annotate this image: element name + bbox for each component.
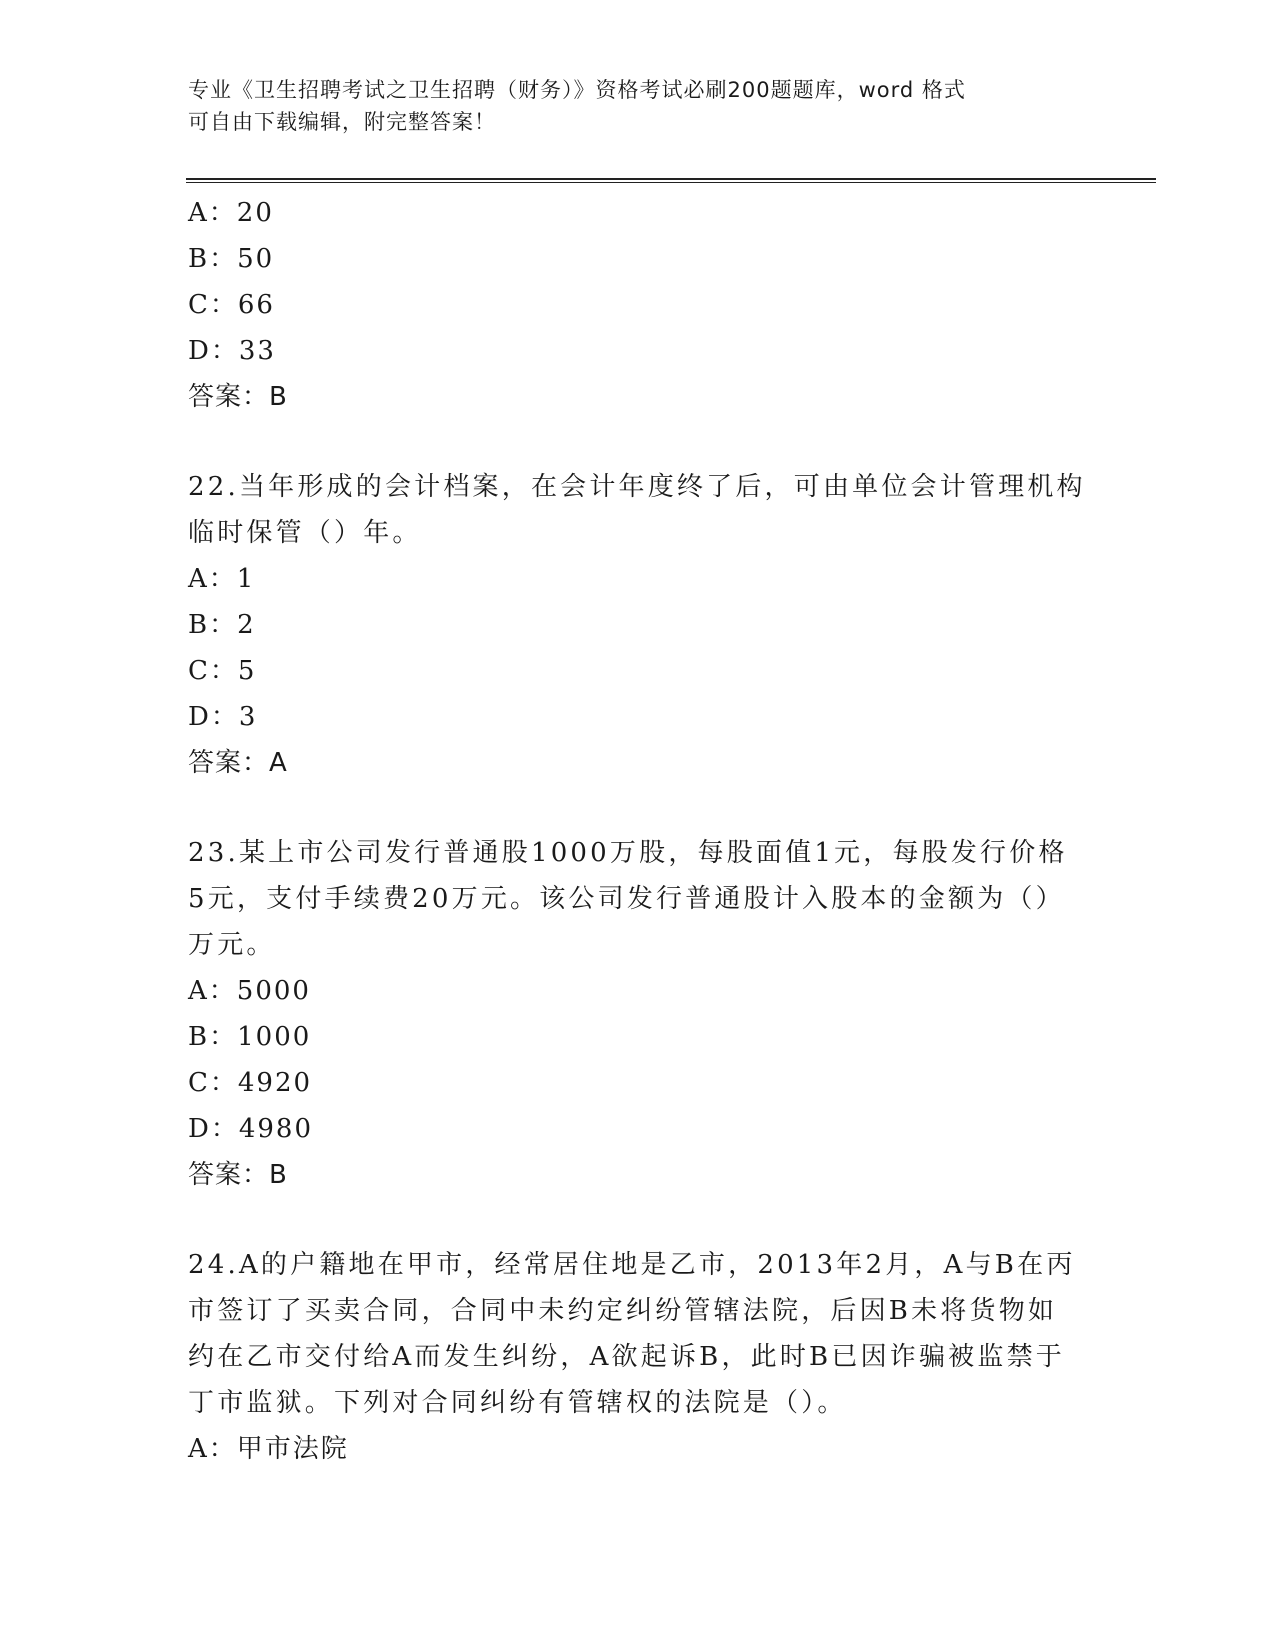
question-line: 市签订了买卖合同，合同中未约定纠纷管辖法院，后因B未将货物如 bbox=[188, 1296, 1058, 1326]
document-header bbox=[188, 74, 1068, 138]
question-block-22 bbox=[188, 464, 1088, 786]
option-c: C：5 bbox=[188, 656, 257, 686]
option-b: B：2 bbox=[188, 610, 256, 640]
option-c: C：66 bbox=[188, 290, 275, 320]
question-text bbox=[188, 464, 1088, 556]
option-c: C：4920 bbox=[188, 1068, 313, 1098]
option-b: B：1000 bbox=[188, 1022, 312, 1052]
question-block-24 bbox=[188, 1242, 1088, 1472]
question-text bbox=[188, 830, 1088, 968]
option-a: A：5000 bbox=[188, 976, 311, 1006]
question-block-21 bbox=[188, 190, 1088, 420]
document-body bbox=[188, 190, 1088, 1472]
question-line: 22.当年形成的会计档案，在会计年度终了后，可由单位会计管理机构 bbox=[188, 472, 1086, 502]
header-divider-thin bbox=[186, 182, 1156, 183]
question-line: 24.A的户籍地在甲市，经常居住地是乙市，2013年2月，A与B在丙 bbox=[188, 1250, 1076, 1280]
question-line: 5元，支付手续费20万元。该公司发行普通股计入股本的金额为（） bbox=[188, 884, 1065, 914]
question-line: 约在乙市交付给A而发生纠纷，A欲起诉B，此时B已因诈骗被监禁于 bbox=[188, 1342, 1065, 1372]
option-d: D：3 bbox=[188, 702, 258, 732]
header-title-line-2: 可自由下载编辑，附完整答案！ bbox=[188, 110, 496, 134]
question-line: 23.某上市公司发行普通股1000万股，每股面值1元，每股发行价格 bbox=[188, 838, 1068, 868]
block-spacer bbox=[188, 786, 1088, 830]
answer-line: 答案：A bbox=[188, 748, 288, 778]
answer-line: 答案：B bbox=[188, 1160, 288, 1190]
block-spacer bbox=[188, 420, 1088, 464]
option-b: B：50 bbox=[188, 244, 275, 274]
option-a: A：20 bbox=[188, 198, 274, 228]
question-text bbox=[188, 1242, 1088, 1426]
option-d: D：4980 bbox=[188, 1114, 314, 1144]
option-d: D：33 bbox=[188, 336, 276, 366]
question-block-23 bbox=[188, 830, 1088, 1198]
question-line: 丁市监狱。下列对合同纠纷有管辖权的法院是（）。 bbox=[188, 1388, 847, 1418]
block-spacer bbox=[188, 1198, 1088, 1242]
header-title-line-1: 专业《卫生招聘考试之卫生招聘（财务）》资格考试必刷200题题库，word 格式 bbox=[188, 78, 966, 102]
option-a: A：甲市法院 bbox=[188, 1434, 349, 1464]
header-divider bbox=[186, 178, 1156, 180]
answer-line: 答案：B bbox=[188, 382, 288, 412]
question-line: 临时保管（）年。 bbox=[188, 518, 422, 548]
question-line: 万元。 bbox=[188, 930, 276, 960]
option-a: A：1 bbox=[188, 564, 256, 594]
